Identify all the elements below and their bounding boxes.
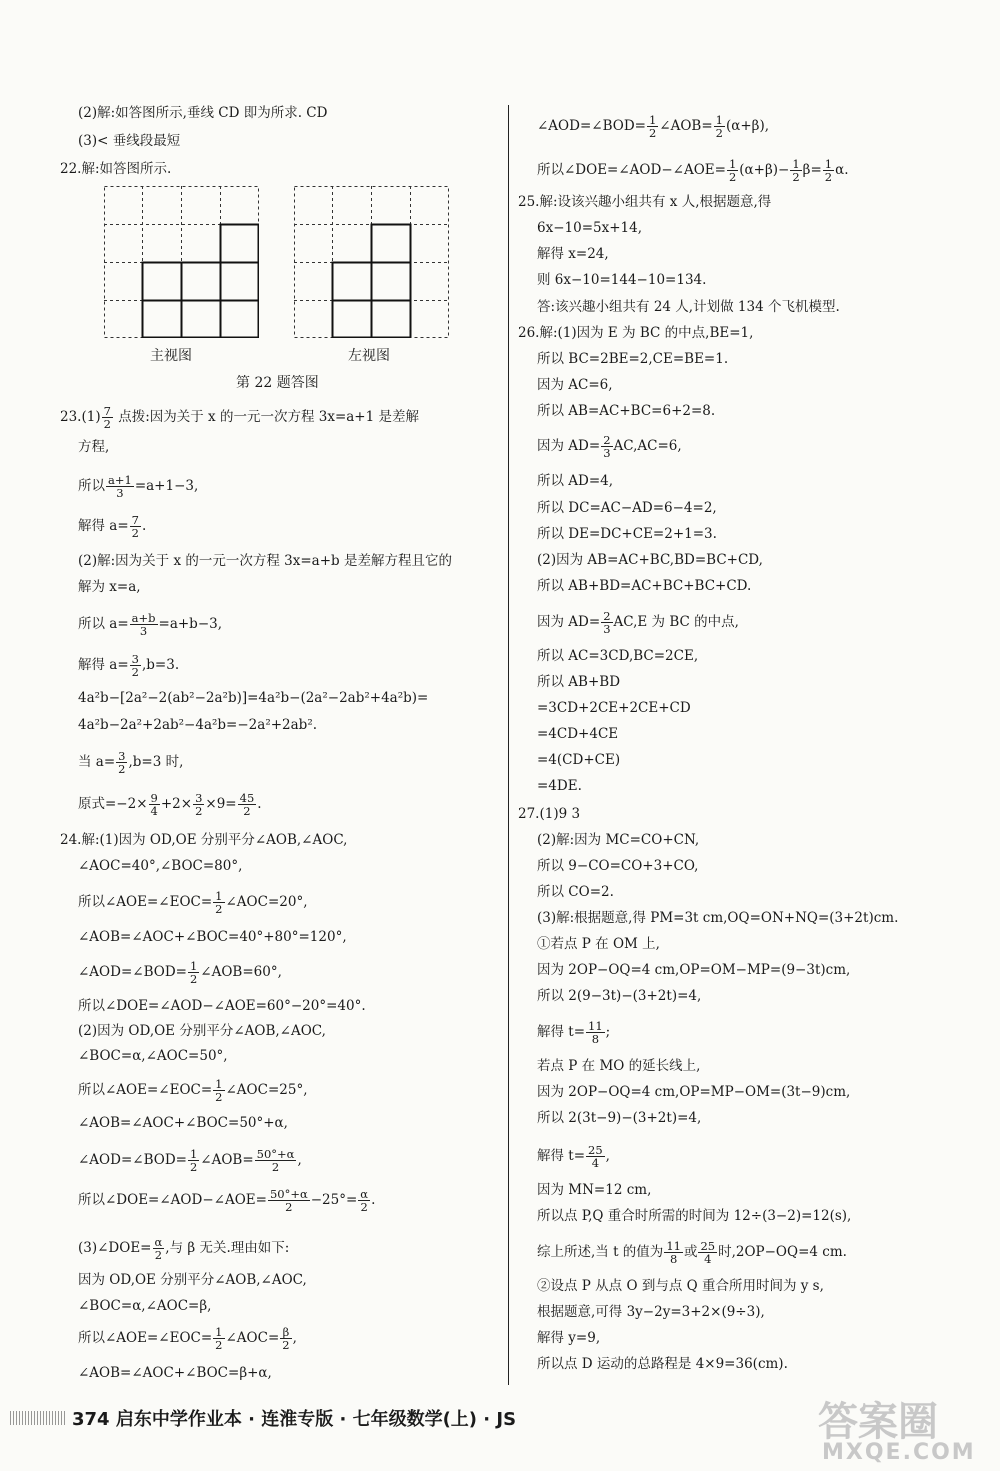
fraction: $\frac{1}{2}$ (215, 1325, 223, 1352)
text-line: (2)因为 AB=AC+BC,BD=BC+CD, (537, 552, 763, 568)
text-line: 27.(1)9 3 (518, 806, 581, 822)
text-line: 解得 a= $\frac{7}{2}$ . (78, 513, 147, 540)
text-line: 所以∠AOE=∠EOC= $\frac{1}{2}$ ∠AOC= $\frac{\beta}{2}$ , (78, 1325, 297, 1352)
text-line: 所以点 D 运动的总路程是 4×9=36(cm). (537, 1356, 788, 1372)
fraction: $\frac{a+1}{3}$ (108, 473, 132, 500)
fraction: $\frac{1}{2}$ (715, 113, 723, 140)
text-line: (2)因为 OD,OE 分别平分∠AOB,∠AOC, (78, 1023, 326, 1039)
fraction: $\frac{\alpha}{2}$ (154, 1235, 163, 1262)
fraction: $\frac{25}{4}$ (588, 1143, 603, 1170)
fraction: $\frac{7}{2}$ (103, 404, 111, 431)
figure-caption: 第 22 题答图 (236, 375, 319, 391)
fraction: $\frac{45}{2}$ (239, 791, 255, 818)
text-line: 所以 AC=3CD,BC=2CE, (537, 648, 699, 664)
text-line: 因为 2OP−OQ=4 cm,OP=MP−OM=(3t−9)cm, (537, 1084, 851, 1100)
fraction: $\frac{2}{3}$ (603, 609, 611, 636)
text-line: 4a²b−2a²+2ab²−4a²b=−2a²+2ab². (78, 717, 318, 733)
text-line: 所以 AB+BD (537, 674, 621, 690)
fraction: $\frac{\beta}{2}$ (282, 1325, 290, 1352)
text-line: 综上所述,当 t 的值为 $\frac{11}{8}$ 或 $\frac{25}{4}$ 时,2OP−OQ=4 cm. (537, 1239, 847, 1266)
text-line: 因为 2OP−OQ=4 cm,OP=OM−MP=(9−3t)cm, (537, 962, 851, 978)
fraction: $\frac{\alpha}{2}$ (360, 1187, 369, 1214)
text-line: =4CD+4CE (537, 726, 619, 742)
front-view-label: 主视图 (150, 348, 192, 364)
fraction: $\frac{2}{3}$ (603, 433, 611, 460)
text-line: (2)解:如答图所示,垂线 CD 即为所求. CD (78, 105, 328, 121)
fraction: $\frac{3}{2}$ (195, 791, 203, 818)
text-line: 25.解:设该兴趣小组共有 x 人,根据题意,得 (518, 194, 772, 210)
text-line: (3)< 垂线段最短 (78, 133, 181, 149)
text-line: ∠AOC=40°,∠BOC=80°, (78, 858, 243, 874)
barcode-marks (10, 1411, 66, 1425)
text-line: 所以∠AOE=∠EOC= $\frac{1}{2}$ ∠AOC=25°, (78, 1077, 308, 1104)
fraction: $\frac{9}{4}$ (150, 791, 158, 818)
watermark-logo: 答案圈 (818, 1399, 938, 1445)
text-line: ∠BOC=α,∠AOC=β, (78, 1298, 212, 1314)
footer-text: 374 启东中学作业本 · 连淮专版 · 七年级数学(上) · JS (72, 1409, 517, 1430)
fraction: $\frac{11}{8}$ (588, 1019, 603, 1046)
watermark-site: MXQE.COM (822, 1440, 976, 1465)
text-line: 所以 DE=DC+CE=2+1=3. (537, 526, 717, 542)
front-view-grid (104, 186, 259, 338)
fraction: $\frac{1}{2}$ (215, 889, 223, 916)
text-line: 6x−10=5x+14, (537, 220, 642, 236)
fraction: $\frac{1}{2}$ (215, 1077, 223, 1104)
text-line: 因为 AC=6, (537, 377, 613, 393)
fraction: $\frac{25}{4}$ (700, 1239, 716, 1266)
text-line: =4(CD+CE) (537, 752, 621, 768)
fraction: $\frac{1}{2}$ (824, 157, 833, 184)
fraction: $\frac{50^\circ+\alpha}{2}$ (269, 1187, 308, 1214)
text-line: ①若点 P 在 OM 上, (537, 936, 660, 952)
fraction: $\frac{3}{2}$ (131, 652, 139, 679)
text-line: 解得 x=24, (537, 246, 609, 262)
text-line: 所以 BC=2BE=2,CE=BE=1. (537, 351, 729, 367)
text-line: ∠BOC=α,∠AOC=50°, (78, 1048, 228, 1064)
front-view-svg (104, 186, 259, 338)
text-line: 所以 2(9−3t)−(3+2t)=4, (537, 988, 702, 1004)
left-view-grid (294, 186, 449, 338)
text-line: =3CD+2CE+2CE+CD (537, 700, 691, 716)
text-line: ∠AOD=∠BOD= $\frac{1}{2}$ ∠AOB=60°, (78, 959, 282, 986)
text-line: 所以∠DOE=∠AOD−∠AOE= $\frac{50^\circ+\alpha}{2}$ −25°= $\frac{\alpha}{2}$ . (78, 1187, 376, 1214)
text-line: 方程, (78, 439, 110, 455)
text-line: (3)∠DOE= $\frac{\alpha}{2}$ ,与 β 无关.理由如下: (78, 1235, 290, 1262)
text-line: 当 a= $\frac{3}{2}$ ,b=3 时, (78, 749, 184, 776)
text-line: 26.解:(1)因为 E 为 BC 的中点,BE=1, (518, 325, 754, 341)
fraction: $\frac{7}{2}$ (131, 513, 139, 540)
fraction: $\frac{1}{2}$ (728, 157, 737, 184)
text-line: 所以 DC=AC−AD=6−4=2, (537, 500, 717, 516)
text-line: 解得 a= $\frac{3}{2}$ ,b=3. (78, 652, 180, 679)
text-line: ②设点 P 从点 O 到与点 Q 重合所用时间为 y s, (537, 1278, 824, 1294)
text-line: (2)解:因为 MC=CO+CN, (537, 832, 700, 848)
text-line: 所以∠AOE=∠EOC= $\frac{1}{2}$ ∠AOC=20°, (78, 889, 308, 916)
text-line: 所以∠DOE=∠AOD−∠AOE=60°−20°=40°. (78, 998, 366, 1014)
text-line: 则 6x−10=144−10=134. (537, 272, 707, 288)
text-line: 所以 AB=AC+BC=6+2=8. (537, 403, 716, 419)
fraction: $\frac{1}{2}$ (792, 157, 800, 184)
text-line: 所以 CO=2. (537, 884, 614, 900)
column-divider (508, 105, 509, 1385)
text-line: 解为 x=a, (78, 579, 141, 595)
text-line: 因为 AD= $\frac{2}{3}$ AC,E 为 BC 的中点, (537, 609, 739, 636)
fraction: $\frac{1}{2}$ (189, 959, 198, 986)
fraction: $\frac{1}{2}$ (648, 113, 657, 140)
text-line: 解得 t= $\frac{25}{4}$ , (537, 1143, 610, 1170)
text-line: (3)解:根据题意,得 PM=3t cm,OQ=ON+NQ=(3+2t)cm. (537, 910, 899, 926)
text-line: 所以 $\frac{a+1}{3}$ =a+1−3, (78, 473, 199, 500)
text-line: 若点 P 在 MO 的延长线上, (537, 1058, 701, 1074)
text-line: 因为 AD= $\frac{2}{3}$ AC,AC=6, (537, 433, 682, 460)
text-line: 所以 9−CO=CO+3+CO, (537, 858, 699, 874)
text-line: (2)解:因为关于 x 的一元一次方程 3x=a+b 是差解方程且它的 (78, 553, 452, 569)
text-line: ∠AOB=∠AOC+∠BOC=β+α, (78, 1365, 272, 1381)
text-line: 所以∠DOE=∠AOD−∠AOE= $\frac{1}{2}$ (α+β)− $\frac{1}{2}$ β= $\frac{1}{2}$ α. (537, 157, 849, 184)
fraction: $\frac{50^\circ+\alpha}{2}$ (256, 1147, 295, 1174)
text-line: ∠AOB=∠AOC+∠BOC=40°+80°=120°, (78, 929, 347, 945)
text-line: ∠AOD=∠BOD= $\frac{1}{2}$ ∠AOB= $\frac{1}{2}$ (α+β), (537, 113, 770, 140)
fraction: $\frac{3}{2}$ (118, 749, 126, 776)
fraction: $\frac{11}{8}$ (666, 1239, 681, 1266)
text-line: 22.解:如答图所示. (60, 161, 172, 177)
text-line: 答:该兴趣小组共有 24 人,计划做 134 个飞机模型. (537, 299, 840, 315)
text-line: 解得 t= $\frac{11}{8}$ ; (537, 1019, 611, 1046)
text-line: 因为 OD,OE 分别平分∠AOB,∠AOC, (78, 1272, 307, 1288)
left-view-label: 左视图 (348, 348, 390, 364)
left-view-svg (294, 186, 449, 338)
text-line: 因为 MN=12 cm, (537, 1182, 652, 1198)
text-line: 原式=−2× $\frac{9}{4}$ +2× $\frac{3}{2}$ ×9= $\frac{45}{2}$ . (78, 791, 262, 818)
text-line: 所以点 P,Q 重合时所需的时间为 12÷(3−2)=12(s), (537, 1208, 852, 1224)
text-line: 所以 2(3t−9)−(3+2t)=4, (537, 1110, 702, 1126)
text-line: 24.解:(1)因为 OD,OE 分别平分∠AOB,∠AOC, (60, 832, 348, 848)
text-line: 4a²b−[2a²−2(ab²−2a²b)]=4a²b−(2a²−2ab²+4a²b)= (78, 690, 429, 706)
fraction: $\frac{a+b}{3}$ (131, 611, 156, 638)
text-line: =4DE. (537, 778, 582, 794)
fraction: $\frac{1}{2}$ (189, 1147, 198, 1174)
text-line: 所以 a= $\frac{a+b}{3}$ =a+b−3, (78, 611, 223, 638)
text-line: 所以 AD=4, (537, 473, 614, 489)
text-line: ∠AOD=∠BOD= $\frac{1}{2}$ ∠AOB= $\frac{50^\circ+\alpha}{2}$ , (78, 1147, 302, 1174)
text-line: 23.(1) $\frac{7}{2}$ 点拨:因为关于 x 的一元一次方程 3x=a+1 是差解 (60, 404, 420, 431)
text-line: 根据题意,可得 3y−2y=3+2×(9÷3), (537, 1304, 765, 1320)
text-line: ∠AOB=∠AOC+∠BOC=50°+α, (78, 1115, 288, 1131)
text-line: 所以 AB+BD=AC+BC+BC+CD. (537, 578, 752, 594)
text-line: 解得 y=9, (537, 1330, 601, 1346)
